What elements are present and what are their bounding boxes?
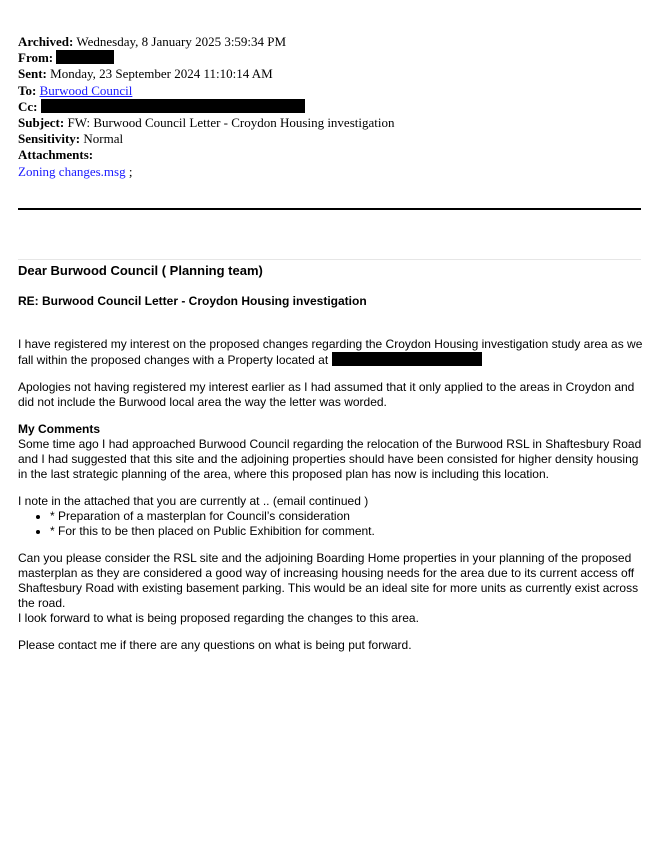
sent-label: Sent: <box>18 66 47 82</box>
subject-row <box>18 115 394 131</box>
paragraph-interest-text: I have registered my interest on the proposed changes regarding the Croydon Housing investigation study area as we fall within the proposed changes with a Property located at <box>18 337 643 367</box>
header-divider <box>18 208 641 210</box>
attachment-link[interactable]: Zoning changes.msg <box>18 163 126 179</box>
sent-value: Monday, 23 September 2024 11:10:14 AM <box>50 66 273 82</box>
to-link[interactable]: Burwood Council <box>39 82 133 98</box>
attachment-separator: ; <box>125 163 133 179</box>
archived-row <box>18 34 394 50</box>
sensitivity-row <box>18 131 394 147</box>
subject-label: Subject: <box>18 115 65 131</box>
list-item: • * For this to be then placed on Public Exhibition for comment. <box>50 524 643 539</box>
list-item: • * Preparation of a masterplan for Council’s consideration <box>50 509 643 524</box>
cc-redaction <box>41 99 305 113</box>
to-label: To: <box>18 82 37 98</box>
comments-heading: My Comments <box>18 422 101 436</box>
body-divider <box>18 259 641 260</box>
attachments-row <box>18 147 394 163</box>
paragraph-apologies: Apologies not having registered my interest earlier as I had assumed that it only applied to the areas in Croydon and did not include the Burwood local area the way the letter was worded. <box>18 380 635 409</box>
subject-value: FW: Burwood Council Letter - Croydon Housing investigation <box>67 115 395 131</box>
sent-row <box>18 66 394 82</box>
cc-row <box>18 99 394 115</box>
paragraph-request: Can you please consider the RSL site and the adjoining Boarding Home properties in your planning of the proposed masterplan as they are considered a good way of increasing housing needs for the area due to its current access off Shaftesbury Road with existing basement parking. This would be an ideal site for more units as currently exist across the road. <box>18 551 639 610</box>
attachment-list <box>18 164 394 180</box>
cc-label: Cc: <box>18 98 38 114</box>
re-line: RE: Burwood Council Letter - Croydon Housing investigation <box>18 294 367 308</box>
paragraph-interest <box>18 337 643 368</box>
from-label: From: <box>18 50 54 66</box>
archived-label: Archived: <box>18 34 74 49</box>
sensitivity-label: Sensitivity: <box>18 131 81 147</box>
to-row <box>18 83 394 99</box>
paragraph-note: I note in the attached that you are currently at .. (email continued ) <box>18 494 369 508</box>
from-redaction <box>56 50 114 64</box>
email-body <box>18 263 643 653</box>
greeting: Dear Burwood Council ( Planning team) <box>18 263 263 278</box>
sensitivity-value: Normal <box>83 131 124 147</box>
archived-value: Wednesday, 8 January 2025 3:59:34 PM <box>76 34 287 49</box>
bullet-list <box>18 509 643 539</box>
email-header <box>18 34 394 180</box>
paragraph-rsl: Some time ago I had approached Burwood Council regarding the relocation of the Burwood RSL in Shaftesbury Road and I had suggested that this site and the adjoining properties should have been consisted for higher density housing in the last strategic planning of the area, where this proposed plan has now is including this location. <box>18 437 642 481</box>
attachments-label: Attachments: <box>18 147 94 163</box>
paragraph-look-forward: I look forward to what is being proposed regarding the changes to this area. <box>18 611 419 625</box>
paragraph-contact: Please contact me if there are any questions on what is being put forward. <box>18 638 412 652</box>
address-redaction <box>332 352 482 366</box>
from-row <box>18 50 394 66</box>
